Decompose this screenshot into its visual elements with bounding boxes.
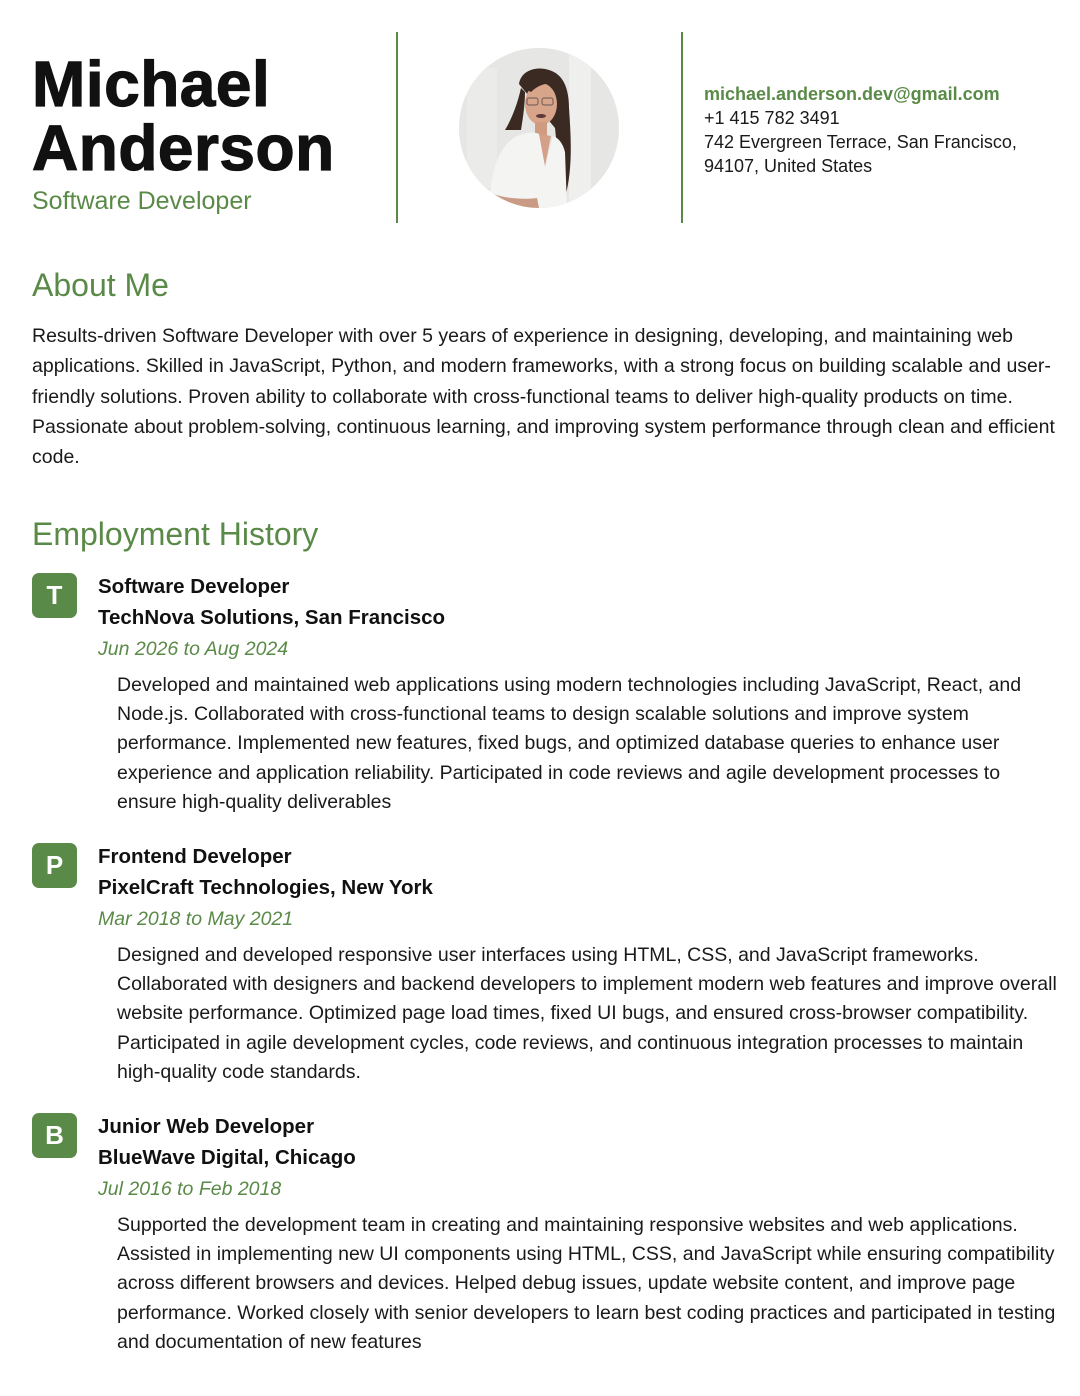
job-role: Junior Web Developer (98, 1115, 315, 1138)
last-name: Anderson (32, 112, 335, 184)
header-divider-right (681, 32, 683, 223)
name-block (32, 48, 335, 216)
company-initial-badge: T (32, 573, 77, 618)
job-description: Supported the development team in creating and maintaining responsive websites and web applications. Assisted in implementing new UI components using HTML, CSS, and JavaScript while ensuring compatibility across different browsers and devices. Helped debug issues, update website content, and improve page performance. Worked closely with senior developers to learn best coding practices and participated in testing and documentation of new features (117, 1214, 1056, 1353)
about-heading: About Me (32, 267, 169, 303)
contact-phone: +1 415 782 3491 (704, 108, 840, 128)
resume-header (0, 32, 1080, 224)
job-title: Software Developer (32, 187, 252, 215)
job-description: Developed and maintained web applications using modern technologies including JavaScript, React, and Node.js. Collaborated with cross-functional teams to design scalable solutions and improve system performance. Implemented new features, fixed bugs, and optimized database queries to enhance user experience and application reliability. Participated in code reviews and agile development processes to ensure high-quality deliverables (117, 674, 1022, 813)
job-role: Frontend Developer (98, 845, 292, 868)
job-company: TechNova Solutions, San Francisco (98, 606, 446, 629)
job-dates: Mar 2018 to May 2021 (98, 908, 294, 930)
contact-address-line1: 742 Evergreen Terrace, San Francisco, (704, 132, 1017, 152)
job-company: BlueWave Digital, Chicago (98, 1146, 356, 1169)
contact-address-line2: 94107, United States (704, 156, 873, 176)
job-header (98, 841, 433, 935)
job-dates: Jun 2026 to Aug 2024 (98, 638, 289, 660)
contact-email[interactable]: michael.anderson.dev@gmail.com (704, 84, 1000, 104)
job-dates: Jul 2016 to Feb 2018 (98, 1178, 282, 1200)
company-initial-badge: B (32, 1113, 77, 1158)
job-company: PixelCraft Technologies, New York (98, 876, 433, 899)
job-description: Designed and developed responsive user interfaces using HTML, CSS, and JavaScript frameworks. Collaborated with designers and backend developers to implement modern web features and improve overall website performance. Optimized page load times, fixed UI bugs, and ensured cross-browser compatibility. Participated in agile development cycles, code reviews, and continuous integration processes to maintain high-quality code standards. (117, 944, 1057, 1083)
employment-heading: Employment History (32, 516, 319, 552)
job-header (98, 571, 445, 665)
job-role: Software Developer (98, 575, 290, 598)
first-name: Michael (32, 48, 271, 120)
job-header (98, 1111, 356, 1205)
contact-info (704, 82, 1017, 178)
header-divider-left (396, 32, 398, 223)
about-text: Results-driven Software Developer with over 5 years of experience in designing, developing, and maintaining web applications. Skilled in JavaScript, Python, and modern frameworks, with a strong focus on building scalable and user-friendly solutions. Proven ability to collaborate with cross-functional teams to deliver high-quality products on time. Passionate about problem-solving, continuous learning, and improving system performance through clean and efficient code. (32, 325, 1055, 469)
company-initial-badge: P (32, 843, 77, 888)
profile-photo (459, 48, 619, 208)
